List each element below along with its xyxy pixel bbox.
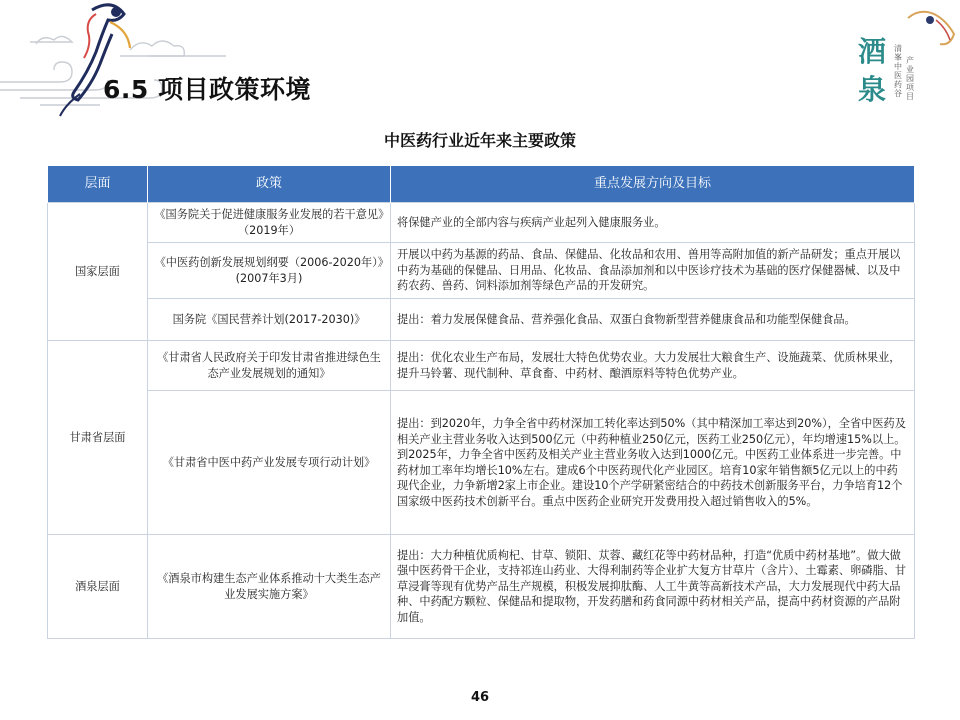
jiuquan-logo — [850, 0, 960, 120]
header-goal: 重点发展方向及目标 — [391, 166, 915, 203]
policy-name: 国务院《国民营养计划(2017-2030)》 — [148, 299, 391, 341]
level-gansu: 甘肃省层面 — [48, 341, 148, 535]
page-number: 46 — [470, 690, 490, 705]
section-title: 6.5 项目政策环境 — [103, 75, 311, 104]
policy-table — [47, 166, 915, 639]
level-national: 国家层面 — [48, 203, 148, 341]
table-header-row — [48, 166, 915, 203]
logo-char-quan: 泉 — [858, 73, 887, 106]
level-jiuquan: 酒泉层面 — [48, 535, 148, 639]
logo-char-jiu: 酒 — [858, 35, 887, 68]
logo-sub-text: 清峯中医药谷 — [894, 44, 902, 98]
table-row — [48, 299, 915, 341]
policy-goal: 提出：着力发展保健食品、营养强化食品、双蛋白食物新型营养健康食品和功能型保健食品。 — [391, 299, 915, 341]
table-row — [48, 535, 915, 639]
policy-name: 《甘肃省中医中药产业发展专项行动计划》 — [148, 391, 391, 535]
policy-name: 《中医药创新发展规划纲要（2006-2020年）》(2007年3月) — [148, 243, 391, 299]
table-row — [48, 243, 915, 299]
table-row — [48, 203, 915, 243]
table-row — [48, 391, 915, 535]
policy-goal: 提出：大力种植优质枸杞、甘草、锁阳、苁蓉、藏红花等中药材品种，打造“优质中药材基地”。做大做强中医药骨干企业，支持祁连山药业、大得利制药等企业扩大复方甘草片（含片）、土霉素、卵磷脂、甘草浸膏等现有优势产品生产规模，积极发展抑肽酶、人工牛黄等高新技术产品，大力发展现代中药大品种、中药配方颗粒、保健品和提取物，开发药膳和药食同源中药材相关产品，提高中药材资源的产品附加值。 — [391, 535, 915, 639]
policy-goal: 将保健产业的全部内容与疾病产业起列入健康服务业。 — [391, 203, 915, 243]
logo-side-text: 产业园项目 — [906, 56, 914, 101]
policy-name: 《甘肃省人民政府关于印发甘肃省推进绿色生态产业发展规划的通知》 — [148, 341, 391, 391]
table-title: 中医药行业近年来主要政策 — [383, 131, 576, 150]
policy-goal: 开展以中药为基源的药品、食品、保健品、化妆品和农用、兽用等高附加值的新产品研发；重点开展以中药为基础的保健品、日用品、化妆品、食品添加剂和以中医诊疗技术为基础的医疗保健器械、以及中药农药、兽药、饲料添加剂等绿色产品的开发研究。 — [391, 243, 915, 299]
policy-goal: 提出：优化农业生产布局，发展壮大特色优势农业。大力发展壮大粮食生产、设施蔬菜、优质林果业，提升马铃薯、现代制种、草食畜、中药材、酿酒原料等特色优势产业。 — [391, 341, 915, 391]
table-row — [48, 341, 915, 391]
policy-name: 《酒泉市构建生态产业体系推动十大类生态产业发展实施方案》 — [148, 535, 391, 639]
header-policy: 政策 — [148, 166, 391, 203]
header-level: 层面 — [48, 166, 148, 203]
policy-goal: 提出：到2020年，力争全省中药材深加工转化率达到50%（其中精深加工率达到20%），全省中医药及相关产业主营业务收入达到500亿元（中药种植业250亿元，医药工业250亿元），年均增速15%以上。到2025年，力争全省中医药及相关产业主营业务收入达到1000亿元。中医药工业体系进一步完善。中药材加工率年均增长10%左右。建成6个中医药现代化产业园区。培育10家年销售额5亿元以上的中药现代企业，力争新增2家上市企业。建设10个产学研紧密结合的中药技术创新服务平台，力争培育12个国家级中医药技术创新平台。重点中医药企业研究开发费用投入超过销售收入的5%。 — [391, 391, 915, 535]
policy-name: 《国务院关于促进健康服务业发展的若干意见》（2019年） — [148, 203, 391, 243]
